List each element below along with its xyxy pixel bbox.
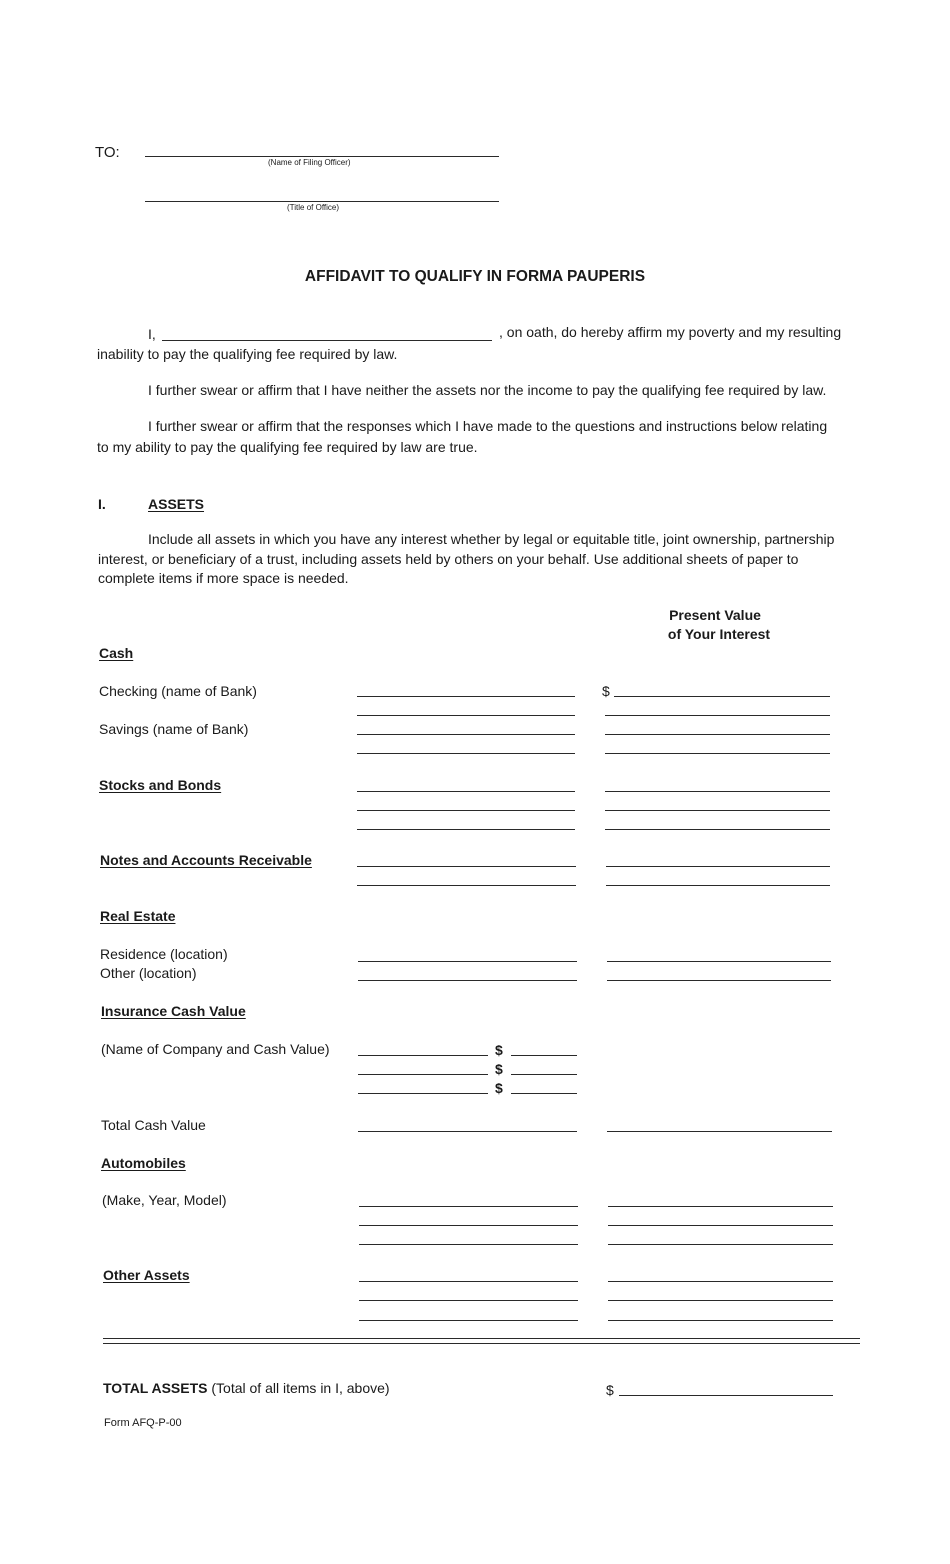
stocks-field-2[interactable] [357,810,575,811]
residence-value-field[interactable] [607,961,831,962]
section-number: I. [98,496,106,512]
page-title: AFFIDAVIT TO QUALIFY IN FORMA PAUPERIS [304,268,646,285]
stocks-value-field-3[interactable] [605,829,830,830]
dollar-sign-ins-1: $ [495,1042,503,1058]
notes-field-1[interactable] [357,866,576,867]
auto-value-field-3[interactable] [608,1244,833,1245]
label-other-location: Other (location) [100,965,197,981]
savings-value-field-2[interactable] [605,753,830,754]
notes-value-field-2[interactable] [606,885,830,886]
checking-value-field-2[interactable] [605,715,830,716]
insurance-company-field-1[interactable] [358,1055,488,1056]
form-id: Form AFQ-P-00 [104,1417,182,1429]
stocks-field-1[interactable] [357,791,575,792]
insurance-value-field-2[interactable] [511,1074,577,1075]
residence-field[interactable] [358,961,577,962]
auto-value-field-1[interactable] [608,1206,833,1207]
category-notes-receivable: Notes and Accounts Receivable [100,852,312,868]
office-title-field[interactable] [145,201,499,202]
oath-text-continued: inability to pay the qualifying fee required by law. [97,346,398,362]
label-residence: Residence (location) [100,946,228,962]
assets-instructions-line1: Include all assets in which you have any interest whether by legal or equitable title, joint ownership, partnership [148,531,835,547]
affiant-i-label: I, [148,326,156,342]
value-header-line1: Present Value [669,607,761,623]
savings-value-field[interactable] [605,734,830,735]
dollar-sign-total: $ [606,1382,614,1398]
insurance-company-field-2[interactable] [358,1074,488,1075]
auto-value-field-2[interactable] [608,1225,833,1226]
insurance-company-field-3[interactable] [358,1093,488,1094]
checking-value-field[interactable] [614,696,830,697]
label-insurance-company: (Name of Company and Cash Value) [101,1041,330,1057]
stocks-value-field-2[interactable] [605,810,830,811]
stocks-value-field-1[interactable] [605,791,830,792]
total-assets-note: (Total of all items in I, above) [211,1380,390,1396]
paragraph-responses-line2: to my ability to pay the qualifying fee required by law are true. [97,439,478,455]
label-savings: Savings (name of Bank) [99,721,249,737]
total-assets-row [103,1380,390,1396]
insurance-value-field-3[interactable] [511,1093,577,1094]
total-cash-value-field[interactable] [358,1131,577,1132]
other-assets-field-1[interactable] [359,1281,578,1282]
other-assets-value-field-1[interactable] [608,1281,833,1282]
dollar-sign-ins-2: $ [495,1061,503,1077]
other-location-field[interactable] [358,980,577,981]
filing-officer-name-field[interactable] [145,156,499,157]
paragraph-responses-line1: I further swear or affirm that the responses which I have made to the questions and instructions below relating [148,418,828,434]
section-heading-assets: ASSETS [148,496,205,512]
label-checking: Checking (name of Bank) [99,683,257,699]
other-assets-field-3[interactable] [359,1320,578,1321]
savings-bank-field-2[interactable] [357,753,575,754]
office-title-caption: (Title of Office) [287,203,340,212]
assets-instructions-line3: complete items if more space is needed. [98,570,349,586]
stocks-field-3[interactable] [357,829,575,830]
other-assets-field-2[interactable] [359,1300,578,1301]
to-label: TO: [95,144,120,161]
filing-officer-caption: (Name of Filing Officer) [268,158,351,167]
label-make-year-model: (Make, Year, Model) [102,1192,227,1208]
notes-value-field-1[interactable] [606,866,830,867]
total-cash-value-value-field[interactable] [607,1131,832,1132]
savings-bank-field[interactable] [357,734,575,735]
category-stocks-bonds: Stocks and Bonds [99,777,222,793]
category-insurance: Insurance Cash Value [101,1003,246,1019]
checking-bank-field-2[interactable] [357,715,575,716]
double-rule-top [103,1338,860,1339]
insurance-value-field-1[interactable] [511,1055,577,1056]
dollar-sign-ins-3: $ [495,1080,503,1096]
affiant-name-field[interactable] [162,340,492,341]
auto-field-2[interactable] [359,1225,578,1226]
category-real-estate: Real Estate [100,908,176,924]
total-assets-label: TOTAL ASSETS [103,1380,208,1396]
assets-instructions-line2: interest, or beneficiary of a trust, including assets held by others on your behalf. Use additional sheets of paper to [98,551,799,567]
paragraph-no-assets: I further swear or affirm that I have neither the assets nor the income to pay the qualifying fee required by law. [148,382,827,398]
auto-field-1[interactable] [359,1206,578,1207]
value-header-line2: of Your Interest [667,626,771,642]
category-automobiles: Automobiles [101,1155,186,1171]
label-total-cash-value: Total Cash Value [101,1117,206,1133]
category-cash: Cash [99,645,134,661]
checking-bank-field[interactable] [357,696,575,697]
auto-field-3[interactable] [359,1244,578,1245]
dollar-sign-cash: $ [602,683,610,699]
oath-text: , on oath, do hereby affirm my poverty and my resulting [499,324,842,340]
other-location-value-field[interactable] [607,980,831,981]
notes-field-2[interactable] [357,885,576,886]
other-assets-value-field-2[interactable] [608,1300,833,1301]
category-other-assets: Other Assets [103,1267,190,1283]
double-rule-bottom [103,1343,860,1344]
other-assets-value-field-3[interactable] [608,1320,833,1321]
total-assets-value-field[interactable] [619,1395,833,1396]
